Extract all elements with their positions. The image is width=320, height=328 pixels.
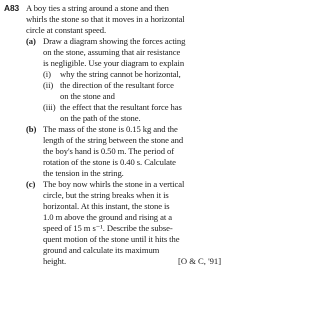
source-reference: [O & C, '91] — [178, 256, 222, 266]
part-c-line-1: The boy now whirls the stone in a vertical — [43, 179, 185, 189]
intro-line-3: circle at constant speed. — [26, 25, 107, 35]
part-b-line-1: The mass of the stone is 0.15 kg and the — [43, 124, 178, 134]
part-a-line-1: Draw a diagram showing the forces acting — [43, 36, 186, 46]
part-a-label: (a) — [26, 36, 36, 46]
part-a-line-2: on the stone, assuming that air resistance — [43, 47, 181, 57]
subpart-iii-line-2: on the path of the stone. — [60, 113, 141, 123]
part-c-line-7: ground and calculate its maximum — [43, 245, 160, 255]
part-c-line-2: circle, but the string breaks when it is — [43, 190, 169, 200]
part-b-line-5: the tension in the string. — [43, 168, 124, 178]
subpart-i-line-1: why the string cannot be horizontal, — [60, 69, 181, 79]
subpart-i-label: (i) — [43, 69, 51, 79]
part-c-line-8: height. — [43, 256, 67, 266]
subpart-ii-line-2: on the stone and — [60, 91, 115, 101]
part-b-line-2: length of the string between the stone and — [43, 135, 184, 145]
intro-line-1: A boy ties a string around a stone and then — [26, 3, 169, 13]
part-b-label: (b) — [26, 124, 37, 134]
part-c-line-6: quent motion of the stone until it hits the — [43, 234, 180, 244]
part-c-line-4: 1.0 m above the ground and rising at a — [43, 212, 172, 222]
part-c-line-5: speed of 15 m s⁻¹. Describe the subse- — [43, 223, 173, 233]
part-c-label: (c) — [26, 179, 36, 189]
subpart-ii-label: (ii) — [43, 80, 54, 90]
intro-line-2: whirls the stone so that it moves in a horizontal — [26, 14, 185, 24]
part-b-line-3: the boy's hand is 0.50 m. The period of — [43, 146, 174, 156]
subpart-iii-line-1: the effect that the resultant force has — [60, 102, 182, 112]
subpart-ii-line-1: the direction of the resultant force — [60, 80, 174, 90]
part-a-line-3: is negligible. Use your diagram to explain — [43, 58, 185, 68]
part-b-line-4: rotation of the stone is 0.40 s. Calculate — [43, 157, 176, 167]
question-number: A83 — [4, 3, 20, 13]
subpart-iii-label: (iii) — [43, 102, 56, 112]
part-c-line-3: horizontal. At this instant, the stone is — [43, 201, 170, 211]
